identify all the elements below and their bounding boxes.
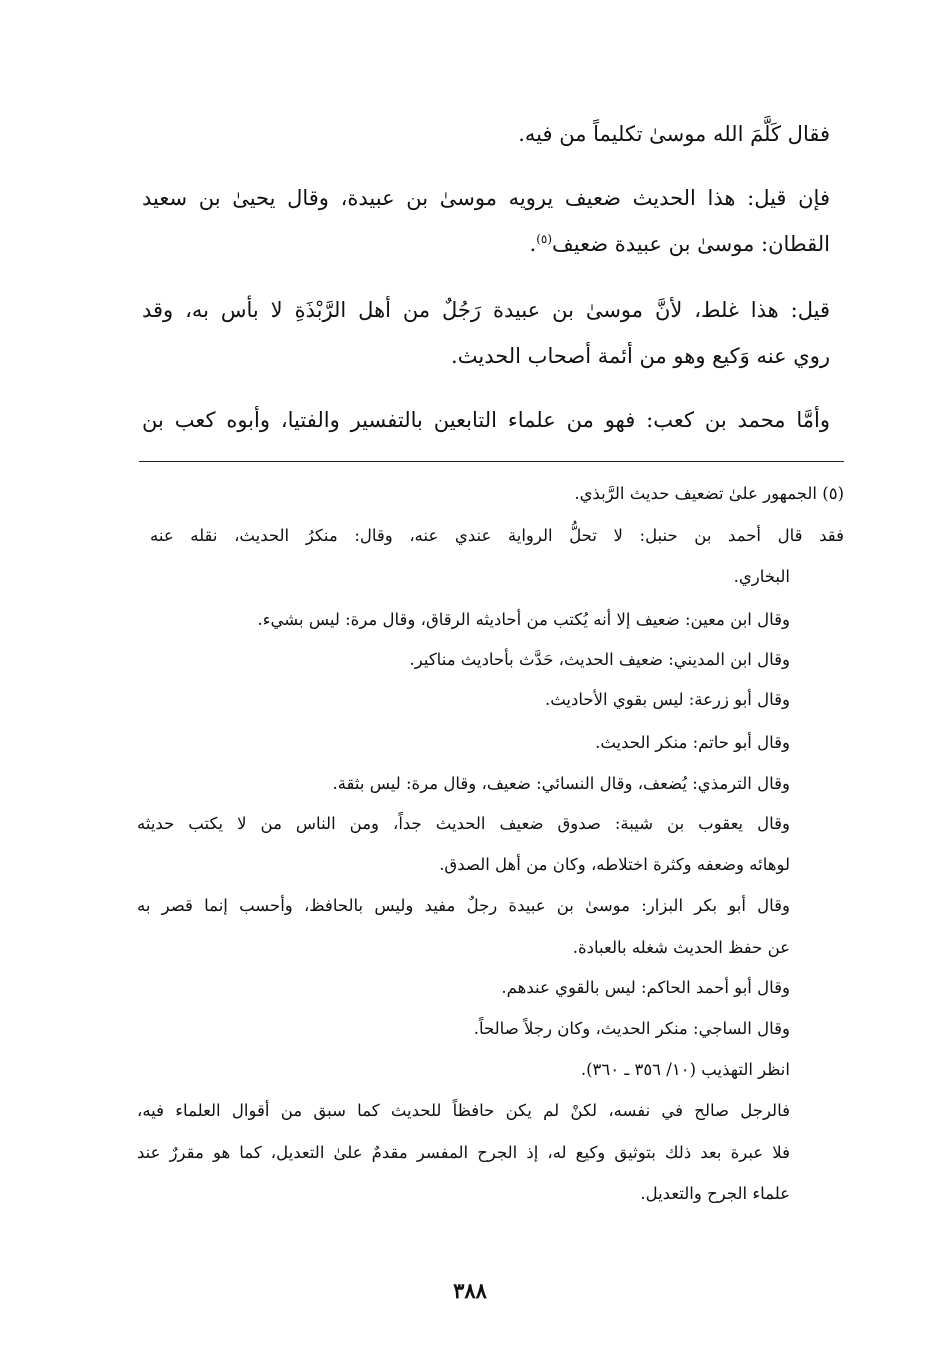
main-paragraph-2-line-1: فإن قيل: هذا الحديث ضعيف يرويه موسىٰ بن عبيدة، وقال يحيىٰ بن سعيد	[142, 186, 830, 210]
footnote-line: وقال ابن المديني: ضعيف الحديث، حَدَّث بأحاديث مناكير.	[409, 650, 790, 669]
footnote-line: فالرجل صالح في نفسه، لكنْ لم يكن حافظاً للحديث كما سبق من أقوال العلماء فيه،	[137, 1101, 790, 1120]
page-number: ٣٨٨	[453, 1278, 487, 1303]
footnote-line: فلا عبرة بعد ذلك بتوثيق وكيع له، إذ الجرح المفسر مقدمٌ علىٰ التعديل، كما هو مقررٌ عند	[137, 1143, 790, 1162]
main-paragraph-1: فقال كَلَّمَ الله موسىٰ تكليماً من فيه.	[518, 122, 830, 146]
footnote-line: وقال يعقوب بن شيبة: صدوق ضعيف الحديث جداً، ومن الناس من لا يكتب حديثه	[137, 814, 790, 833]
footnote-heading: (٥) الجمهور علىٰ تضعيف حديث الرَّبذي.	[574, 484, 844, 503]
footnote-line: فقد قال أحمد بن حنبل: لا تحلُّ الرواية عندي عنه، وقال: منكرُ الحديث، نقله عنه	[150, 526, 844, 545]
footnote-line: علماء الجرح والتعديل.	[640, 1184, 790, 1203]
footnote-line: وقال ابن معين: ضعيف إلا أنه يُكتب من أحاديثه الرقاق، وقال مرة: ليس بشيء.	[257, 610, 790, 629]
main-paragraph-3-line-1: قيل: هذا غلط، لأنَّ موسىٰ بن عبيدة رَجُلٌ من أهل الرَّبْذَةِ لا بأس به، وقد	[142, 298, 830, 322]
footnote-line: وقال أبو حاتم: منكر الحديث.	[595, 733, 790, 752]
footnote-reference: انظر التهذيب (١٠/ ٣٥٦ ـ ٣٦٠).	[580, 1060, 790, 1079]
footnote-separator	[139, 461, 844, 462]
footnote-line: البخاري.	[733, 567, 790, 586]
footnote-ref-5[interactable]: (٥)	[536, 232, 553, 246]
footnote-line: وقال الساجي: منكر الحديث، وكان رجلاً صالحاً.	[473, 1019, 790, 1038]
footnote-line: لوهائه وضعفه وكثرة اختلاطه، وكان من أهل الصدق.	[439, 855, 790, 874]
footnote-line: وقال الترمذي: يُضعف، وقال النسائي: ضعيف، وقال مرة: ليس بثقة.	[332, 774, 790, 793]
main-paragraph-4-line-1: وأمَّا محمد بن كعب: فهو من علماء التابعين بالتفسير والفتيا، وأبوه كعب بن	[142, 408, 830, 432]
p2-line-2-text: القطان: موسىٰ بن عبيدة ضعيف	[552, 232, 830, 256]
footnote-line: وقال أبو بكر البزار: موسىٰ بن عبيدة رجلٌ مفيد وليس بالحافظ، وأحسب إنما قصر به	[137, 896, 790, 915]
footnote-line: عن حفظ الحديث شغله بالعبادة.	[572, 938, 790, 957]
footnote-line: وقال أبو زرعة: ليس بقوي الأحاديث.	[544, 690, 790, 709]
footnote-line: وقال أبو أحمد الحاكم: ليس بالقوي عندهم.	[501, 978, 790, 997]
main-paragraph-2-line-2	[530, 232, 831, 256]
main-paragraph-3-line-2: روي عنه وَكيع وهو من أئمة أصحاب الحديث.	[451, 344, 830, 368]
p2-line-2-end: .	[529, 232, 537, 256]
